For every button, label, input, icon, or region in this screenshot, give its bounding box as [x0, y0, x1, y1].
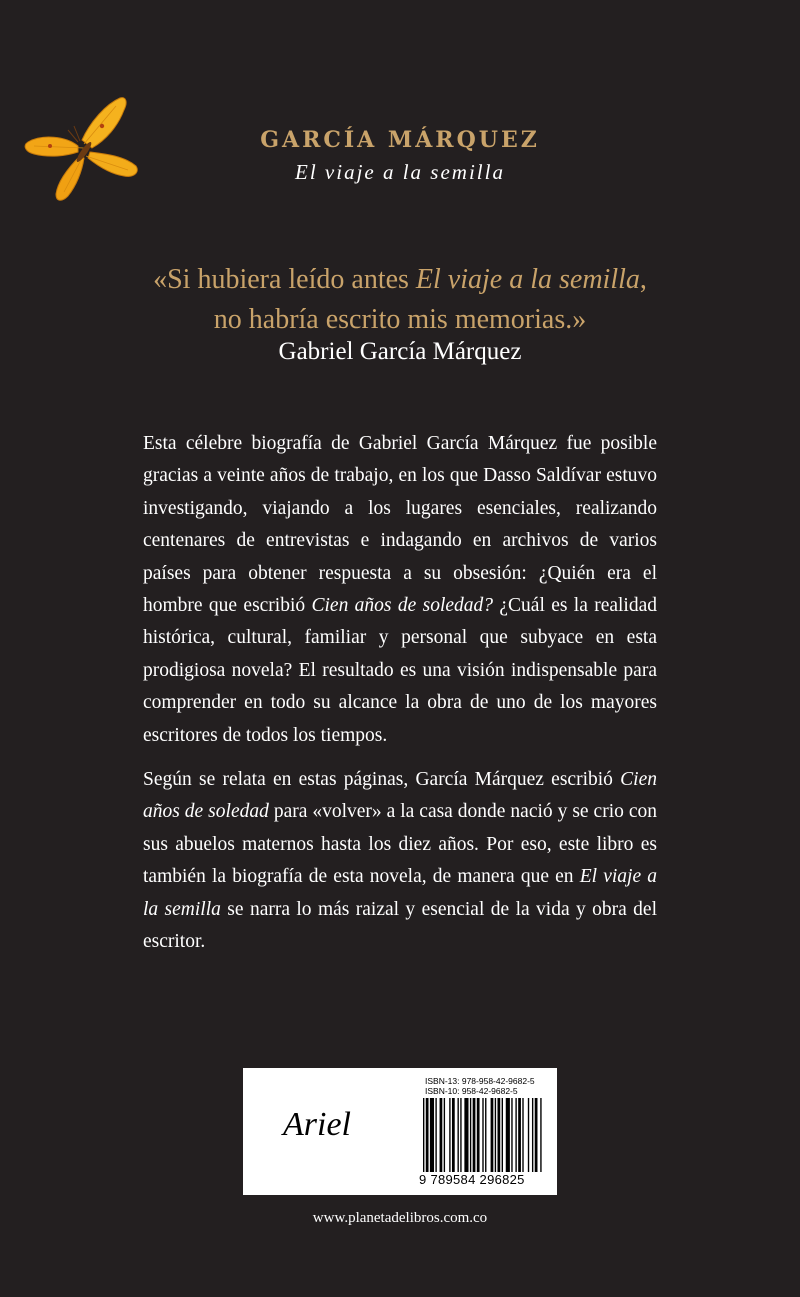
isbn-10: ISBN-10: 958-42-9682-5	[425, 1086, 518, 1096]
p2-text-a: Según se relata en estas páginas, García Márquez escribió	[143, 769, 621, 791]
barcode-bar	[491, 1098, 494, 1172]
barcode-icon	[423, 1098, 543, 1172]
quote-line-1-title: El viaje a la semilla	[415, 264, 640, 295]
barcode-bar	[464, 1098, 468, 1172]
synopsis-paragraph-1	[143, 428, 657, 752]
synopsis	[143, 428, 657, 959]
barcode-bar	[470, 1098, 471, 1172]
isbn-13: ISBN-13: 978-958-42-9682-5	[425, 1076, 535, 1086]
synopsis-paragraph-2	[143, 764, 657, 958]
p2-book-title-1: Cien años de soledad	[143, 769, 657, 823]
barcode-panel	[243, 1068, 557, 1195]
p2-book-title-2: El viaje a la semilla	[143, 866, 657, 920]
barcode-bar	[452, 1098, 455, 1172]
barcode-bar	[518, 1098, 521, 1172]
barcode-bar	[430, 1098, 434, 1172]
barcode-bar	[535, 1098, 538, 1172]
barcode-bar	[485, 1098, 486, 1172]
barcode-bar	[506, 1098, 510, 1172]
barcode-bar	[440, 1098, 443, 1172]
barcode-bar	[423, 1098, 424, 1172]
quote-line-1	[100, 260, 700, 300]
barcode-bar	[473, 1098, 476, 1172]
barcode-bar	[511, 1098, 512, 1172]
barcode-bar	[482, 1098, 483, 1172]
barcode-bar	[502, 1098, 503, 1172]
barcode-bar	[540, 1098, 541, 1172]
barcode-bar	[460, 1098, 461, 1172]
barcode-bar	[495, 1098, 496, 1172]
header-subtitle: El viaje a la semilla	[295, 160, 505, 184]
website-url: www.planetadelibros.com.co	[312, 1210, 488, 1226]
barcode-bar	[444, 1098, 445, 1172]
quote-line-1-start: «Si hubiera leído antes	[153, 264, 416, 295]
barcode-bar	[497, 1098, 500, 1172]
quote-author: Gabriel García Márquez	[278, 338, 522, 365]
barcode-bar	[435, 1098, 436, 1172]
barcode-bar	[477, 1098, 480, 1172]
barcode-bar	[532, 1098, 533, 1172]
barcode-digits: 9 789584 296825	[419, 1172, 525, 1187]
quote	[100, 260, 700, 340]
p1-text-b: ¿Cuál es la realidad histórica, cultural, familiar y personal que subyace en esta prodigiosa novela? El resultado es una visión indispensable para comprender en todo su alcance la obra de uno de los mayores escritores de todos los tiempos.	[143, 595, 658, 746]
p2-text-b: para «volver» a la casa donde nació y se crio con sus abuelos maternos hasta los diez años. Por eso, este libro es también la biografía de esta novela, de manera que en	[143, 801, 657, 888]
barcode-bar	[522, 1098, 523, 1172]
barcode-bar	[457, 1098, 458, 1172]
header-author: GARCÍA MÁRQUEZ	[260, 127, 540, 153]
p1-book-title: Cien años de soledad?	[311, 595, 494, 617]
barcode-bar	[515, 1098, 516, 1172]
barcode-bar	[528, 1098, 529, 1172]
barcode-bar	[426, 1098, 429, 1172]
barcode-bar	[449, 1098, 450, 1172]
p2-text-c: se narra lo más raizal y esencial de la vida y obra del escritor.	[143, 898, 658, 953]
p1-text-a: Esta célebre biografía de Gabriel García Márquez fue posible gracias a veinte años de trabajo, en los que Dasso Saldívar estuvo investigando, viajando a los lugares esenciales, realizando centenares de entrevistas e indagando en archivos de varios países para obtener respuesta a su obsesión: ¿Quién era el hombre que escribió	[143, 433, 657, 617]
quote-line-1-end: ,	[639, 264, 647, 295]
publisher-logo: Ariel	[283, 1106, 351, 1143]
quote-line-2: no habría escrito mis memorias.»	[213, 304, 587, 335]
